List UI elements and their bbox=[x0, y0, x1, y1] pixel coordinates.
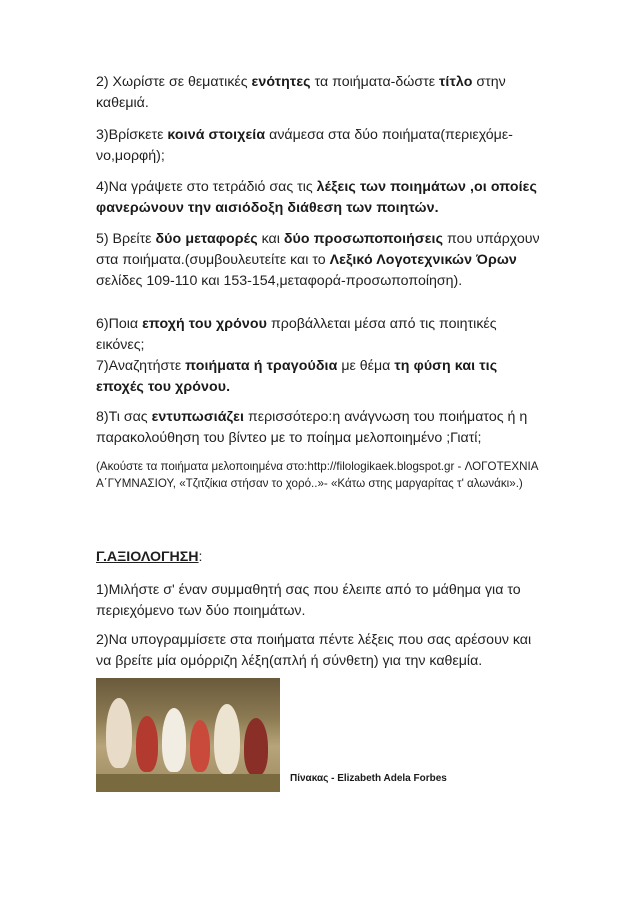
question-6: 6)Ποια εποχή του χρόνου προβάλλεται μέσα από τις ποιητικές εικόνες; bbox=[96, 316, 497, 353]
keyword-lexiko: Λεξικό Λογοτεχνικών Όρων bbox=[329, 252, 517, 268]
question-4: 4)Να γράψετε στο τετράδιό σας τις λέξεις των ποιημάτων ,οι οποίες φανερώνουν την αισιόδοξη διάθεση των ποιητών. bbox=[96, 179, 537, 216]
painting-caption: Πίνακας - Elizabeth Adela Forbes bbox=[290, 773, 447, 784]
evaluation-2: 2)Να υπογραμμίσετε στα ποιήματα πέντε λέξεις που σας αρέσουν και να βρείτε μία ομόρριζη λέξη(απλή ή σύνθετη) για την καθεμία. bbox=[96, 632, 532, 669]
question-3: 3)Βρίσκετε κοινά στοιχεία ανάμεσα στα δύο ποιήματα(περιεχόμε-νο,μορφή); bbox=[96, 127, 513, 164]
keyword-poiimata-tragoudia: ποιήματα ή τραγούδια bbox=[185, 358, 338, 374]
keyword-titlo: τίτλο bbox=[438, 74, 473, 90]
question-5: 5) Βρείτε δύο μεταφορές και δύο προσωποποιήσεις που υπάρχουν στα ποιήματα.(συμβουλευτείτε και το Λεξικό Λογοτεχνικών Όρων σελίδες 109-110 και 153-154,μεταφορά-προσωποποίηση). bbox=[96, 231, 540, 289]
keyword-epoxi: εποχή του χρόνου bbox=[142, 316, 268, 332]
question-7: 7)Αναζητήστε ποιήματα ή τραγούδια με θέμα τη φύση και τις εποχές του χρόνου. bbox=[96, 358, 498, 395]
keyword-fysi-epoxes: τη φύση και τις εποχές του χρόνου. bbox=[96, 358, 498, 395]
keyword-metafores: δύο μεταφορές bbox=[155, 231, 258, 247]
evaluation-1: 1)Μιλήστε σ' έναν συμμαθητή σας που έλειπε από το μάθημα για το περιεχόμενο των δύο ποιημάτων. bbox=[96, 582, 521, 619]
keyword-enotites: ενότητες bbox=[251, 74, 311, 90]
section-heading: Γ.ΑΞΙΟΛΟΓΗΣΗ: bbox=[96, 549, 203, 565]
painting-image bbox=[96, 678, 280, 792]
keyword-koina-stoixeia: κοινά στοιχεία bbox=[167, 127, 266, 143]
keyword-prosopopoiiseis: δύο προσωποποιήσεις bbox=[283, 231, 444, 247]
keyword-lexeis: λέξεις των ποιημάτων ,οι οποίες φανερώνουν την αισιόδοξη διάθεση των ποιητών. bbox=[96, 179, 537, 216]
section-title: Γ.ΑΞΙΟΛΟΓΗΣΗ bbox=[96, 549, 199, 565]
question-8: 8)Τι σας εντυπωσιάζει περισσότερο:η ανάγνωση του ποιήματος ή η παρακολούθηση του βίντεο με το ποίημα μελοποιημένο ;Γιατί; bbox=[96, 409, 528, 446]
keyword-entyposiazei: εντυπωσιάζει bbox=[151, 409, 245, 425]
question-2: 2) Χωρίστε σε θεματικές ενότητες τα ποιήματα-δώστε τίτλο στην καθεμιά. bbox=[96, 74, 506, 111]
listening-note: (Ακούστε τα ποιήματα μελοποιημένα στο:http://filologikaek.blogspot.gr - ΛΟΓΟΤΕΧΝΙΑ Α΄ΓΥΜΝΑΣΙΟΥ, «Τζιτζίκια στήσαν το χορό..»- «Κάτω στης μαργαρίτας τ' αλωνάκι».) bbox=[96, 460, 538, 490]
